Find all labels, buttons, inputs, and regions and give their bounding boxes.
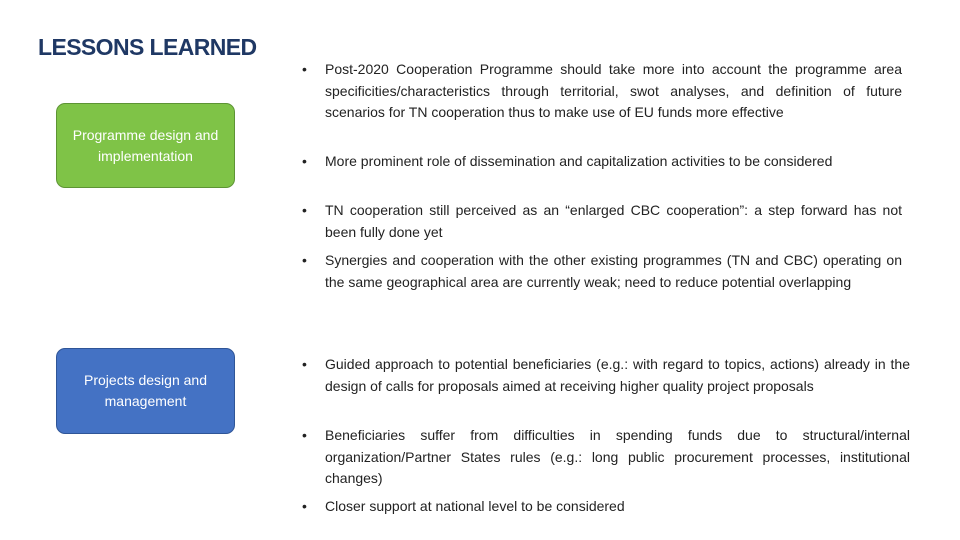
programme-bullet-text: Post-2020 Cooperation Programme should take more into account the programme area specificities/characteristics through territorial, swot analyses, and definition of future scenarios for TN cooperation thus to make use of EU funds more effective <box>325 61 902 120</box>
programme-bullet-item <box>302 200 902 243</box>
bullet-dot-icon: • <box>302 498 307 514</box>
bullet-dot-icon: • <box>302 202 307 218</box>
project-bullet-item <box>302 425 910 490</box>
programme-bullet-text: Synergies and cooperation with the other existing programmes (TN and CBC) operating on the same geographical area are currently weak; need to reduce potential overlapping <box>325 252 902 290</box>
project-bullet-item <box>302 496 910 518</box>
programme-bullet-item <box>302 250 902 293</box>
programme-bullet-item <box>302 151 902 173</box>
project-bullet-text: Closer support at national level to be considered <box>325 498 625 514</box>
bullet-dot-icon: • <box>302 61 307 77</box>
category-programme-design-box <box>56 103 235 188</box>
project-bullet-text: Guided approach to potential beneficiaries (e.g.: with regard to topics, actions) already in the design of calls for proposals aimed at receiving higher quality project proposals <box>325 356 910 394</box>
category-programme-design-label: Programme design and implementation <box>72 126 219 164</box>
programme-bullet-text: More prominent role of dissemination and capitalization activities to be considered <box>325 153 833 169</box>
bullet-dot-icon: • <box>302 153 307 169</box>
bullet-dot-icon: • <box>302 427 307 443</box>
bullet-dot-icon: • <box>302 252 307 268</box>
slide-title: LESSONS LEARNED <box>38 34 257 60</box>
project-bullet-item <box>302 354 910 397</box>
programme-bullet-text: TN cooperation still perceived as an “enlarged CBC cooperation”: a step forward has not been fully done yet <box>325 202 902 240</box>
programme-bullet-item <box>302 59 902 124</box>
category-projects-design-label: Projects design and management <box>84 372 207 409</box>
category-projects-design-box <box>56 348 235 434</box>
bullet-dot-icon: • <box>302 356 307 372</box>
project-bullet-text: Beneficiaries suffer from difficulties in spending funds due to structural/internal organization/Partner States rules (e.g.: long public procurement processes, institutional changes) <box>325 427 910 486</box>
